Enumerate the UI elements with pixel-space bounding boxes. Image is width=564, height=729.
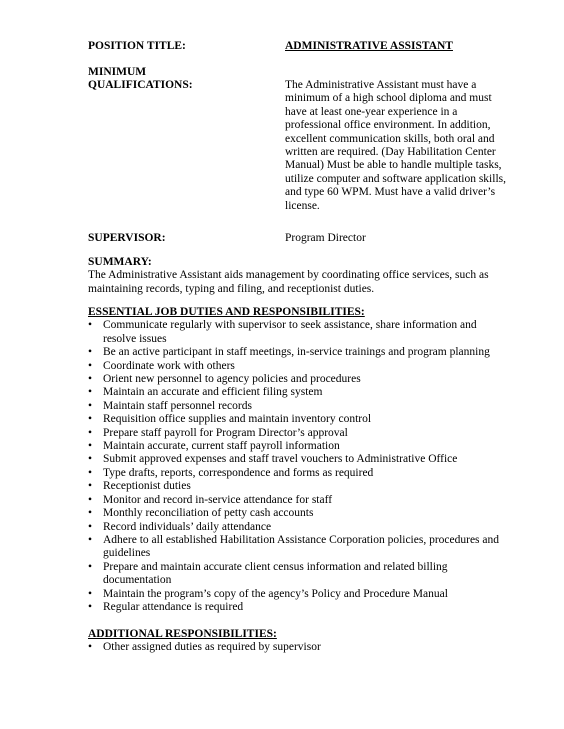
position-title-value: ADMINISTRATIVE ASSISTANT: [285, 40, 453, 52]
list-item: [88, 373, 508, 386]
list-item-text: Receptionist duties: [103, 480, 191, 493]
bullet-icon: •: [88, 480, 93, 493]
list-item-text: Orient new personnel to agency policies and procedures: [103, 373, 361, 386]
additional-responsibilities-section: [88, 628, 508, 655]
bullet-icon: •: [88, 386, 93, 399]
essential-duties-list: [88, 319, 508, 614]
position-title-label: POSITION TITLE:: [88, 40, 186, 52]
additional-responsibilities-list: [88, 641, 508, 654]
summary-section: [88, 256, 508, 296]
list-item: [88, 601, 508, 614]
minimum-qualifications-label: [88, 66, 278, 93]
bullet-icon: •: [88, 453, 93, 466]
list-item-text: Communicate regularly with supervisor to seek assistance, share information and resolve issues: [103, 319, 477, 345]
list-item: [88, 521, 508, 534]
bullet-icon: •: [88, 346, 93, 359]
bullet-icon: •: [88, 319, 93, 332]
list-item-text: Record individuals’ daily attendance: [103, 520, 272, 533]
supervisor-value: Program Director: [285, 232, 366, 244]
bullet-icon: •: [88, 426, 93, 439]
summary-label: SUMMARY:: [88, 256, 152, 268]
bullet-icon: •: [88, 493, 93, 506]
list-item: [88, 641, 508, 654]
bullet-icon: •: [88, 399, 93, 412]
bullet-icon: •: [88, 520, 93, 533]
list-item: [88, 534, 508, 561]
supervisor-label: SUPERVISOR:: [88, 232, 166, 244]
bullet-icon: •: [88, 560, 93, 573]
list-item-text: Other assigned duties as required by supervisor: [103, 641, 321, 654]
list-item: [88, 480, 508, 493]
list-item: [88, 346, 508, 359]
list-item: [88, 400, 508, 413]
list-item: [88, 319, 508, 346]
list-item: [88, 494, 508, 507]
minimum-label-line1: MINIMUM: [88, 66, 147, 78]
bullet-icon: •: [88, 587, 93, 600]
essential-duties-section: [88, 306, 508, 614]
list-item: [88, 561, 508, 588]
summary-text: The Administrative Assistant aids management by coordinating office services, such as maintaining records, typing and filing, and receptionist duties.: [88, 269, 489, 295]
minimum-qualifications-text: The Administrative Assistant must have a minimum of a high school diploma and must have at least one-year experience in a professional office environment. In addition, excellent communication skills, both oral and written are required. (Day Habilitation Center Manual) Must be able to handle multiple tasks, utilize computer and software application skills, and type 60 WPM. Must have a valid driver’s license.: [285, 79, 506, 212]
list-item-text: Be an active participant in staff meetings, in-service trainings and program planning: [103, 346, 490, 359]
list-item: [88, 440, 508, 453]
list-item-text: Submit approved expenses and staff travel vouchers to Administrative Office: [103, 453, 458, 466]
bullet-icon: •: [88, 507, 93, 520]
list-item-text: Adhere to all established Habilitation Assistance Corporation policies, procedures and guidelines: [103, 533, 500, 560]
bullet-icon: •: [88, 466, 93, 479]
list-item-text: Prepare staff payroll for Program Director’s approval: [103, 426, 348, 439]
list-item: [88, 386, 508, 399]
minimum-label-line2: QUALIFICATIONS:: [88, 79, 193, 92]
list-item: [88, 507, 508, 520]
list-item-text: Type drafts, reports, correspondence and forms as required: [103, 466, 374, 479]
bullet-icon: •: [88, 373, 93, 386]
list-item-text: Maintain staff personnel records: [103, 399, 252, 412]
bullet-icon: •: [88, 440, 93, 453]
list-item: [88, 427, 508, 440]
list-item-text: Coordinate work with others: [103, 359, 235, 372]
additional-responsibilities-heading: ADDITIONAL RESPONSIBILITIES:: [88, 628, 277, 640]
list-item-text: Requisition office supplies and maintain inventory control: [103, 413, 372, 426]
list-item-text: Maintain an accurate and efficient filing system: [103, 386, 323, 399]
list-item-text: Monthly reconciliation of petty cash accounts: [103, 507, 314, 520]
bullet-icon: •: [88, 600, 93, 613]
list-item-text: Maintain accurate, current staff payroll information: [103, 440, 340, 453]
list-item: [88, 413, 508, 426]
list-item: [88, 467, 508, 480]
list-item: [88, 453, 508, 466]
list-item-text: Maintain the program’s copy of the agency’s Policy and Procedure Manual: [103, 587, 448, 600]
list-item-text: Prepare and maintain accurate client census information and related billing documentation: [103, 560, 448, 587]
bullet-icon: •: [88, 641, 93, 654]
bullet-icon: •: [88, 533, 93, 546]
bullet-icon: •: [88, 359, 93, 372]
list-item: [88, 588, 508, 601]
list-item: [88, 360, 508, 373]
essential-duties-heading: ESSENTIAL JOB DUTIES AND RESPONSIBILITIES:: [88, 306, 365, 318]
list-item-text: Monitor and record in-service attendance for staff: [103, 493, 333, 506]
list-item-text: Regular attendance is required: [103, 600, 244, 613]
bullet-icon: •: [88, 413, 93, 426]
